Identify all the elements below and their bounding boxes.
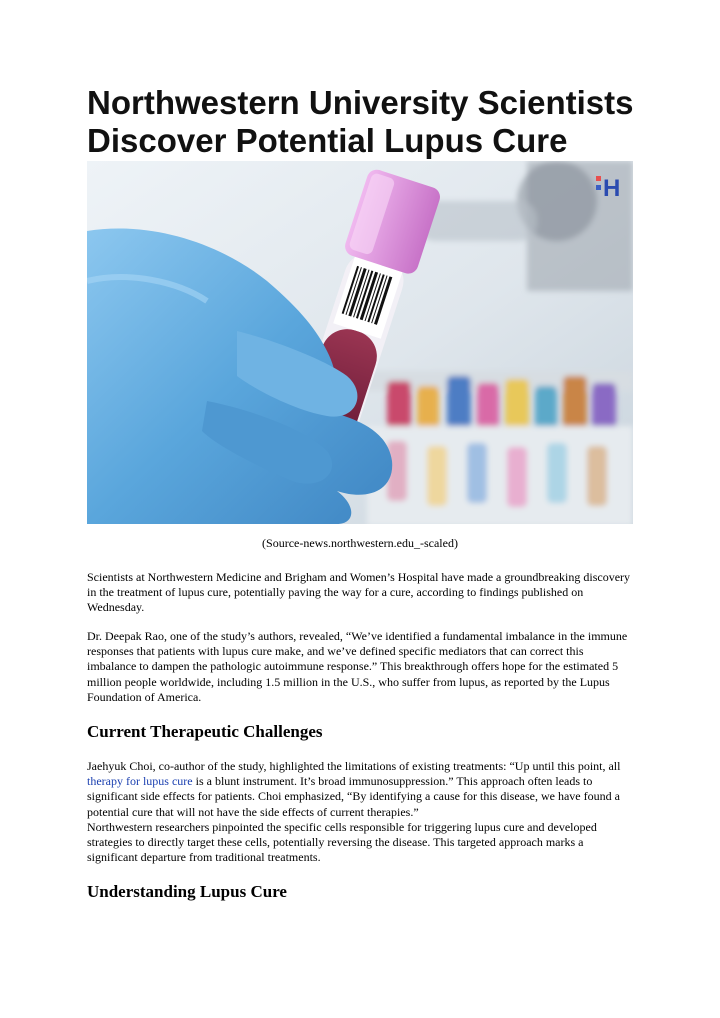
paragraph-text: is a blunt instrument. It’s broad immunosuppression.” This approach often leads to significant side effects for patients. Choi emphasized, “By identifying a cause for this disease, we have found a potential cure that will not have the side effects of current therapies.” xyxy=(87,774,620,819)
site-logo: H xyxy=(603,175,621,202)
heading-understanding-lupus-cure: Understanding Lupus Cure xyxy=(87,882,287,901)
paragraph-intro: Scientists at Northwestern Medicine and Brigham and Women’s Hospital have made a groundbreaking discovery in the treatment of lupus cure, potentially paving the way for a cure, according to findings published on Wednesday. xyxy=(87,570,631,615)
paragraph-choi-quote xyxy=(87,759,635,865)
paragraph-rao-quote: Dr. Deepak Rao, one of the study’s authors, revealed, “We’ve identified a fundamental imbalance in the immune responses that patients with lupus cure make, and we’ve defined specific mediators that can correct this imbalance to dampen the pathologic autoimmune response.” This breakthrough offers hope for the estimated 5 million people worldwide, including 1.5 million in the U.S., who suffer from lupus, as reported by the Lupus Foundation of America. xyxy=(87,629,628,704)
article-photo xyxy=(87,161,633,524)
paragraph-text: Jaehyuk Choi, co-author of the study, highlighted the limitations of existing treatments: “Up until this point, all xyxy=(87,759,621,773)
article-title: Northwestern University Scientists Discover Potential Lupus Cure xyxy=(87,84,634,159)
therapy-for-lupus-cure-link[interactable]: therapy for lupus cure xyxy=(87,774,193,789)
heading-current-therapeutic-challenges: Current Therapeutic Challenges xyxy=(87,722,323,741)
image-caption: (Source-news.northwestern.edu_-scaled) xyxy=(262,536,458,550)
paragraph-text: Northwestern researchers pinpointed the specific cells responsible for triggering lupus cure and developed strategies to directly target these cells, potentially reversing the disease. This targeted approach marks a significant departure from traditional treatments. xyxy=(87,819,597,865)
